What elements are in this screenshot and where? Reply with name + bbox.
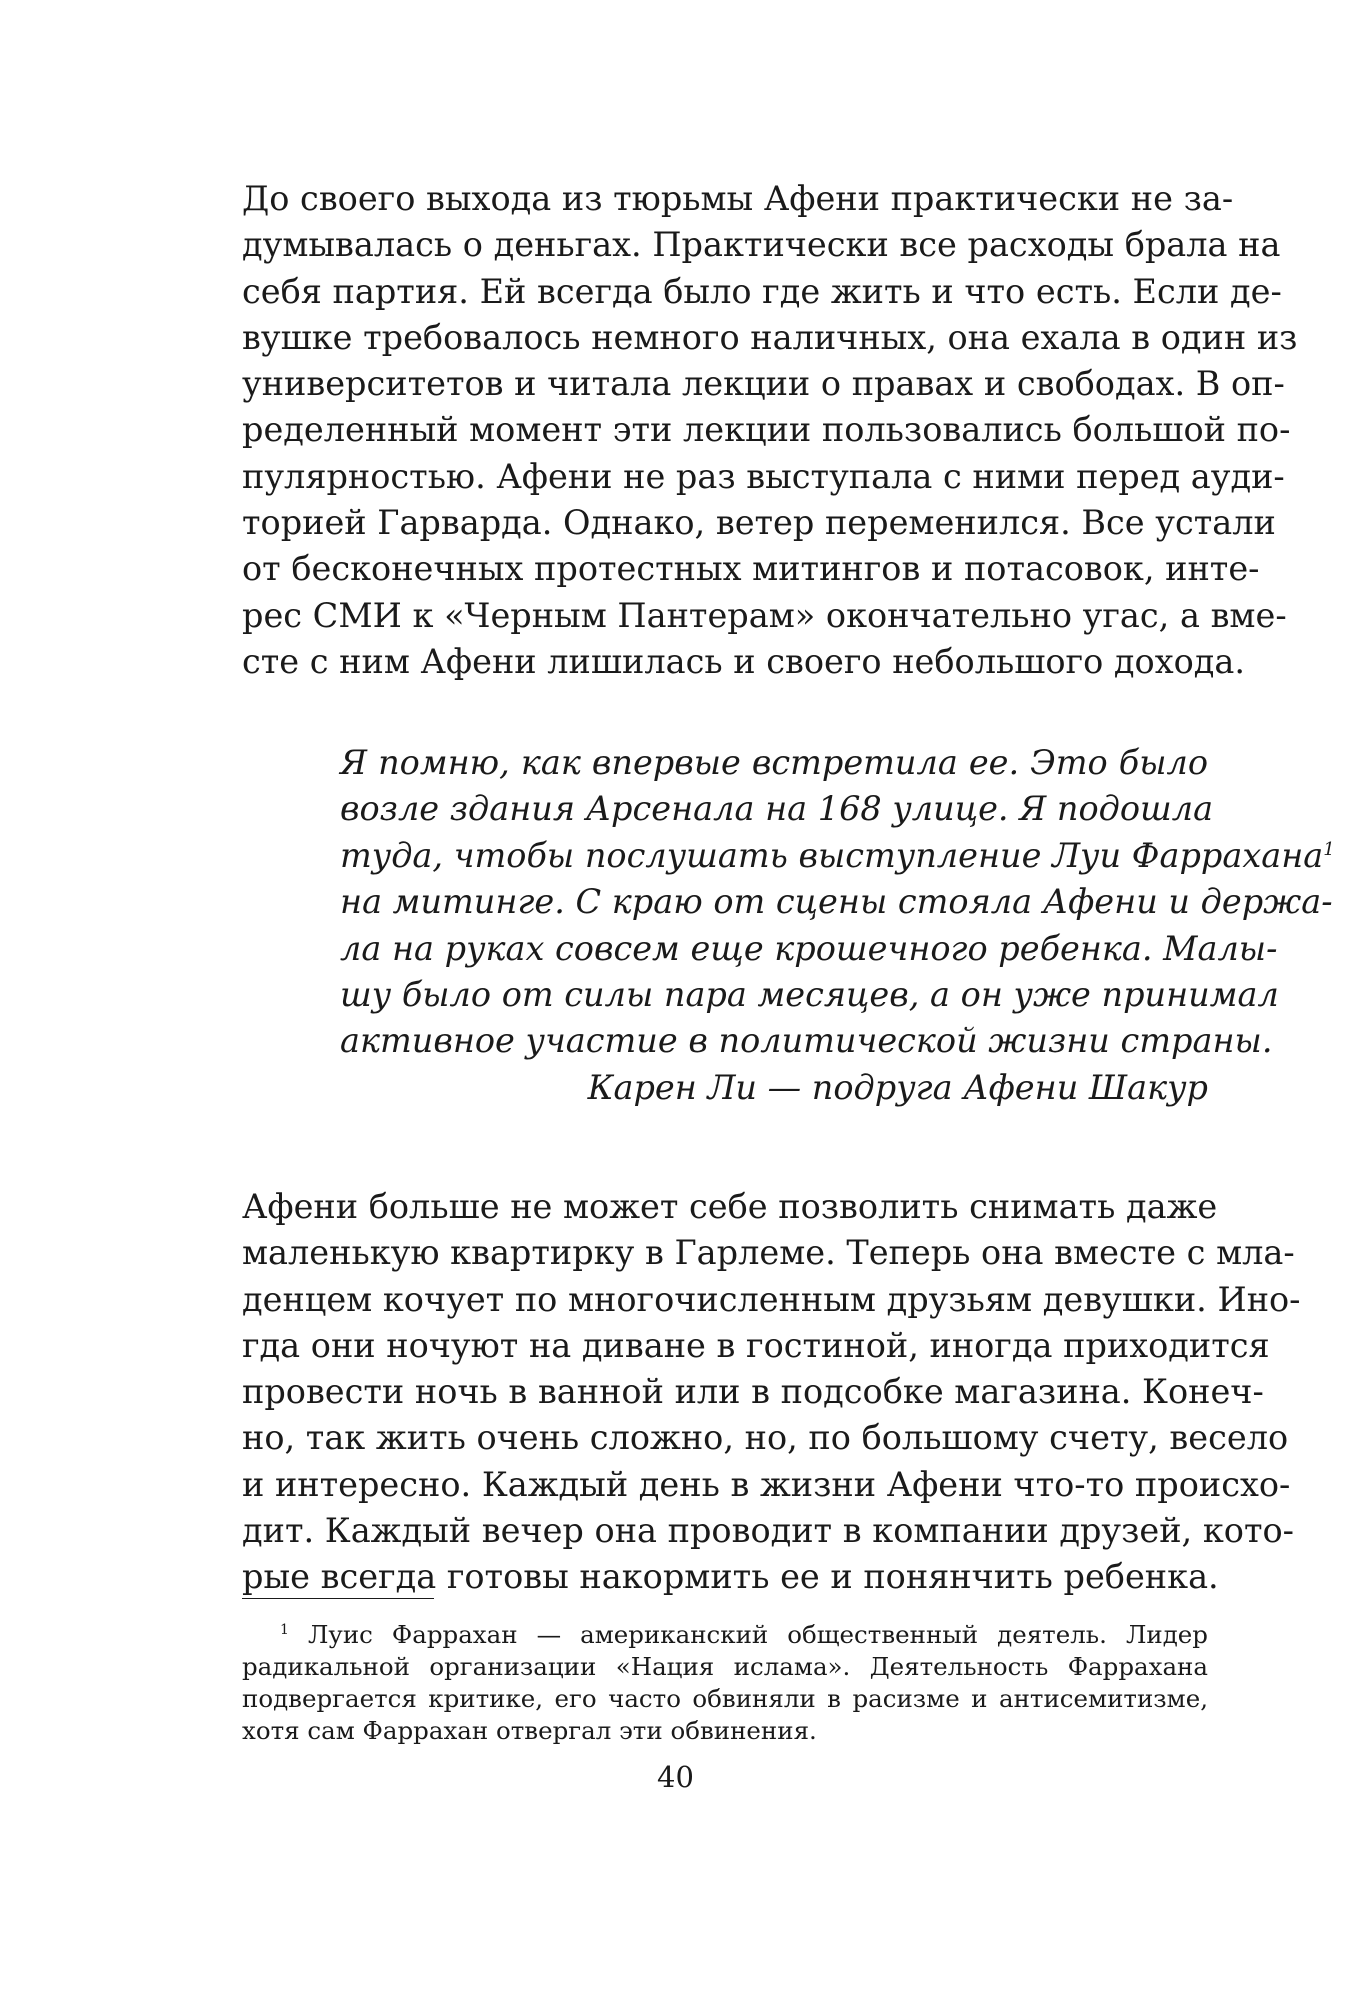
- paragraph-line: дит. Каждый вечер она проводит в компании друзей, кото-: [242, 1511, 1294, 1551]
- paragraph-line: вушке требовалось немного наличных, она ехала в один из: [242, 317, 1298, 357]
- paragraph-line: себя партия. Ей всегда было где жить и что есть. Если де-: [242, 271, 1282, 311]
- page-number: 40: [657, 1760, 694, 1794]
- paragraph-1: [242, 176, 1298, 685]
- paragraph-line: сте с ним Афени лишилась и своего небольшого дохода.: [242, 641, 1246, 681]
- footnote-line: радикальной организации «Нация ислама». Деятельность Фаррахана: [242, 1652, 1208, 1681]
- paragraph-2: [242, 1184, 1301, 1601]
- paragraph-line: от бесконечных протестных митингов и потасовок, инте-: [242, 549, 1260, 589]
- quote-line: Я помню, как впервые встретила ее. Это было: [340, 743, 1208, 782]
- paragraph-line: университетов и читала лекции о правах и свободах. В оп-: [242, 364, 1285, 404]
- paragraph-line: маленькую квартирку в Гарлеме. Теперь она вместе с мла-: [242, 1233, 1295, 1273]
- footnote-line: подвергается критике, его часто обвиняли в расизме и антисемитизме,: [242, 1684, 1208, 1713]
- footnote-line: хотя сам Фаррахан отвергал эти обвинения.: [242, 1716, 817, 1745]
- quote-attribution: Карен Ли — подруга Афени Шакур: [587, 1067, 1208, 1107]
- quote-line-with-footnote: [340, 833, 1335, 879]
- paragraph-line: но, так жить очень сложно, но, по большому счету, весело: [242, 1418, 1289, 1458]
- paragraph-line: и интересно. Каждый день в жизни Афени что-то происхо-: [242, 1464, 1291, 1504]
- paragraph-line: гда они ночуют на диване в гостиной, иногда приходится: [242, 1325, 1270, 1365]
- quote-line: на митинге. С краю от сцены стояла Афени и держа-: [340, 882, 1333, 922]
- footnote-divider: [242, 1598, 434, 1599]
- quote-line: возле здания Арсенала на 168 улице. Я подошла: [340, 789, 1214, 829]
- quote-line: ла на руках совсем еще крошечного ребенка. Малы-: [340, 928, 1278, 968]
- quote-line: шу было от силы пара месяцев, а он уже принимал: [340, 974, 1279, 1014]
- quote-line: активное участие в политической жизни страны.: [340, 1021, 1273, 1061]
- quote-line: туда, чтобы послушать выступление Луи Фаррахана: [340, 835, 1324, 875]
- epigraph-quote: [340, 740, 1335, 1111]
- paragraph-line: Афени больше не может себе позволить снимать даже: [242, 1187, 1218, 1226]
- paragraph-line: рес СМИ к «Черным Пантерам» окончательно угас, а вме-: [242, 595, 1287, 635]
- footnote-marker: 1: [280, 1621, 289, 1638]
- paragraph-line: пулярностью. Афени не раз выступала с ними перед ауди-: [242, 456, 1285, 496]
- paragraph-line: До своего выхода из тюрьмы Афени практически не за-: [242, 179, 1234, 218]
- footnote: [242, 1619, 1208, 1747]
- footnote-reference[interactable]: 1: [1323, 838, 1335, 860]
- paragraph-line: думывалась о деньгах. Практически все расходы брала на: [242, 225, 1281, 265]
- paragraph-line: рые всегда готовы накормить ее и понянчить ребенка.: [242, 1557, 1219, 1597]
- footnote-line: Луис Фаррахан — американский общественный деятель. Лидер: [307, 1620, 1208, 1649]
- paragraph-line: торией Гарварда. Однако, ветер переменился. Все устали: [242, 503, 1276, 543]
- paragraph-line: провести ночь в ванной или в подсобке магазина. Конеч-: [242, 1372, 1264, 1412]
- footnote-line-with-marker: [242, 1619, 1208, 1651]
- paragraph-line: денцем кочует по многочисленным друзьям девушки. Ино-: [242, 1279, 1301, 1319]
- paragraph-line: ределенный момент эти лекции пользовались большой по-: [242, 410, 1291, 450]
